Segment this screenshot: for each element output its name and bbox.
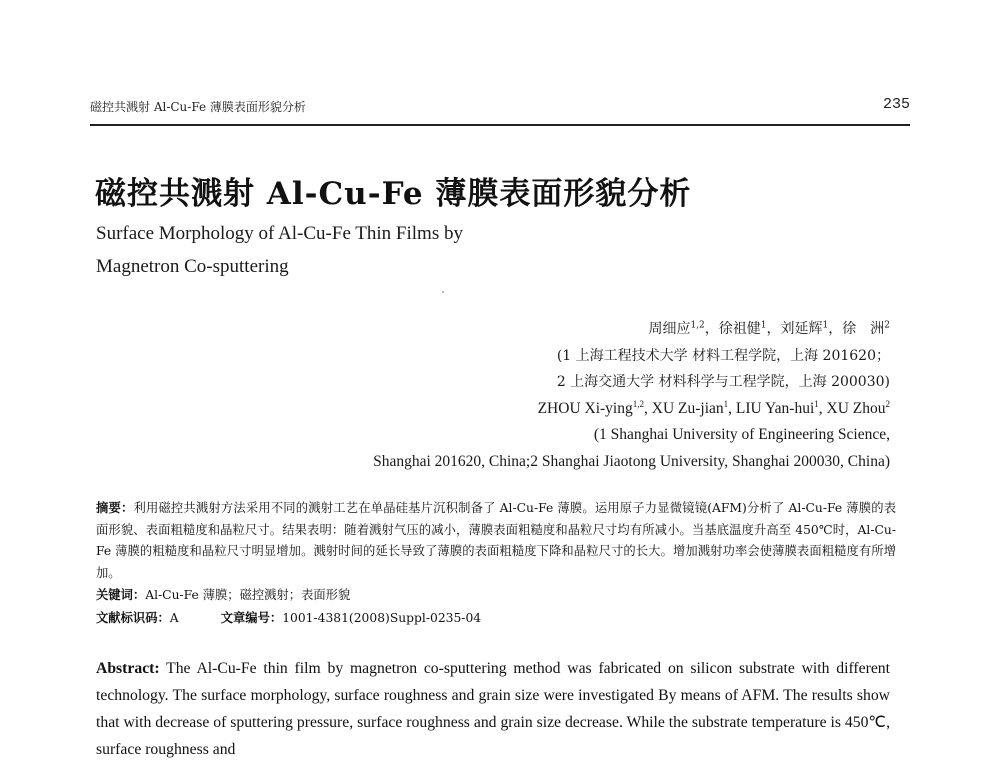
affiliation-en-1: (1 Shanghai University of Engineering Science, [593, 426, 890, 443]
article-number-label: 文章编号： [220, 609, 283, 625]
running-header-title: 磁控共溅射 Al-Cu-Fe 薄膜表面形貌分析 [90, 100, 306, 114]
keywords-text: Al-Cu-Fe 薄膜；磁控溅射；表面形貌 [145, 588, 351, 603]
abstract-cn-paragraph [96, 497, 896, 584]
author-en: XU Zhou [826, 399, 886, 417]
author-cn: 刘延辉 [780, 321, 823, 337]
author-en: XU Zu-jian [651, 399, 724, 417]
authors-block [200, 316, 890, 475]
affiliation-cn-2: 2 上海交通大学 材料科学与工程学院，上海 200030) [556, 374, 890, 390]
authors-english: ZHOU Xi-ying$^{1,2}$, XU Zu-jian$^1$, LIU Yan-hui$^1$, XU Zhou$^2$ [537, 398, 890, 417]
keywords-label: 关键词： [96, 587, 146, 603]
keywords-line [96, 584, 896, 607]
doc-code-label: 文献标识码： [96, 609, 170, 625]
affiliation-cn-1: (1 上海工程技术大学 材料工程学院，上海 201620； [556, 347, 890, 364]
header-rule [90, 124, 910, 126]
authors-chinese: 周细应$^{1,2}$，徐祖健$^1$，刘延辉$^1$，徐 洲$^2$ [648, 320, 890, 337]
article-number-value: 1001-4381(2008)Suppl-0235-04 [282, 610, 482, 625]
author-en: LIU Yan-hui [735, 399, 815, 417]
author-cn: 徐 洲 [842, 321, 885, 337]
title-english-line-2: Magnetron Co-sputtering [96, 256, 289, 277]
author-en: ZHOU Xi-ying [537, 399, 633, 417]
title-chinese: 磁控共溅射 Al-Cu-Fe 薄膜表面形貌分析 [95, 176, 692, 212]
abstract-cn-label: 摘要： [96, 500, 134, 515]
abstract-cn-text: 利用磁控共溅射方法采用不同的溅射工艺在单晶硅基片沉积制备了 Al-Cu-Fe 薄膜。运用原子力显微镜镜(AFM)分析了 Al-Cu-Fe 薄膜的表面形貌、表面粗糙度和晶粒尺寸。结果表明：随着溅射气压的减小，薄膜表面粗糙度和晶粒尺寸均有所减小。当基底温度升高至 450℃时，Al-Cu-Fe 薄膜的粗糙度和晶粒尺寸明显增加。溅射时间的延长导致了薄膜的表面粗糙度下降和晶粒尺寸的长大。增加溅射功率会使薄膜表面粗糙度有所增加。 [96, 501, 896, 580]
abstract-en-text: The Al-Cu-Fe thin film by magnetron co-sputtering method was fabricated on silicon substrate with different technology. The surface morphology, surface roughness and grain size were investigated By means of AFM. The results show that with decrease of sputtering pressure, surface roughness and grain size decrease. While the substrate temperature is 450℃, surface roughness and [96, 660, 891, 758]
page-number: 235 [882, 96, 910, 113]
title-english-line-1: Surface Morphology of Al-Cu-Fe Thin Films by [96, 223, 463, 244]
title-english [96, 217, 696, 283]
running-header [90, 96, 910, 116]
abstract-english [96, 655, 890, 763]
affiliation-en-2: Shanghai 201620, China;2 Shanghai Jiaotong University, Shanghai 200030, China) [373, 452, 890, 470]
author-cn: 周细应 [648, 321, 691, 337]
abstract-en-label: Abstract: [96, 660, 160, 677]
doc-meta-line [96, 607, 896, 630]
doc-code-value: A [169, 610, 179, 625]
author-cn: 徐祖健 [718, 321, 761, 337]
scan-speck [442, 291, 444, 293]
abstract-chinese [96, 497, 896, 630]
